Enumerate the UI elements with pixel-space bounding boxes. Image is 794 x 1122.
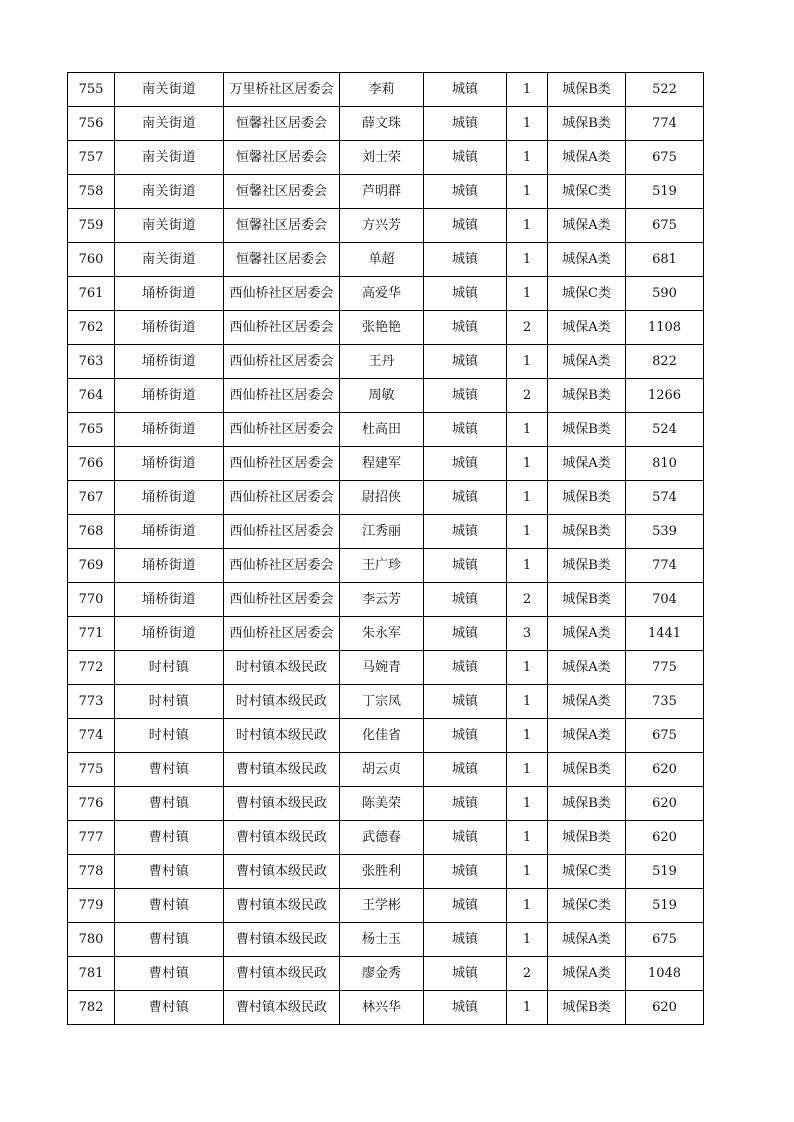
- household-count-cell: 2: [507, 583, 548, 617]
- household-count-cell: 1: [507, 243, 548, 277]
- area-type-cell: 城镇: [424, 107, 507, 141]
- household-count-cell: 1: [507, 821, 548, 855]
- community-cell: 西仙桥社区居委会: [224, 345, 340, 379]
- row-number: 761: [68, 277, 115, 311]
- community-cell: 恒馨社区居委会: [224, 243, 340, 277]
- town-cell: 南关街道: [115, 73, 224, 107]
- table-row: [68, 685, 704, 719]
- area-type-cell: 城镇: [424, 549, 507, 583]
- community-cell: 西仙桥社区居委会: [224, 447, 340, 481]
- household-count-cell: 1: [507, 447, 548, 481]
- community-cell: 时村镇本级民政: [224, 685, 340, 719]
- row-number: 779: [68, 889, 115, 923]
- amount-cell: 519: [626, 855, 704, 889]
- category-cell: 城保C类: [548, 889, 626, 923]
- town-cell: 埇桥街道: [115, 617, 224, 651]
- area-type-cell: 城镇: [424, 73, 507, 107]
- household-count-cell: 1: [507, 141, 548, 175]
- name-cell: 李云芳: [340, 583, 424, 617]
- row-number: 771: [68, 617, 115, 651]
- community-cell: 曹村镇本级民政: [224, 855, 340, 889]
- category-cell: 城保B类: [548, 821, 626, 855]
- community-cell: 曹村镇本级民政: [224, 957, 340, 991]
- amount-cell: 620: [626, 821, 704, 855]
- community-cell: 曹村镇本级民政: [224, 787, 340, 821]
- town-cell: 时村镇: [115, 685, 224, 719]
- amount-cell: 774: [626, 549, 704, 583]
- table-row: [68, 617, 704, 651]
- category-cell: 城保B类: [548, 991, 626, 1025]
- area-type-cell: 城镇: [424, 889, 507, 923]
- area-type-cell: 城镇: [424, 447, 507, 481]
- table-row: [68, 345, 704, 379]
- amount-cell: 620: [626, 991, 704, 1025]
- category-cell: 城保A类: [548, 957, 626, 991]
- town-cell: 曹村镇: [115, 957, 224, 991]
- name-cell: 张胜利: [340, 855, 424, 889]
- name-cell: 芦明群: [340, 175, 424, 209]
- amount-cell: 681: [626, 243, 704, 277]
- amount-cell: 822: [626, 345, 704, 379]
- area-type-cell: 城镇: [424, 175, 507, 209]
- name-cell: 化佳省: [340, 719, 424, 753]
- name-cell: 王学彬: [340, 889, 424, 923]
- area-type-cell: 城镇: [424, 753, 507, 787]
- category-cell: 城保A类: [548, 345, 626, 379]
- household-count-cell: 1: [507, 345, 548, 379]
- town-cell: 时村镇: [115, 651, 224, 685]
- category-cell: 城保C类: [548, 175, 626, 209]
- table-row: [68, 787, 704, 821]
- name-cell: 陈美荣: [340, 787, 424, 821]
- amount-cell: 524: [626, 413, 704, 447]
- community-cell: 西仙桥社区居委会: [224, 413, 340, 447]
- area-type-cell: 城镇: [424, 379, 507, 413]
- area-type-cell: 城镇: [424, 311, 507, 345]
- category-cell: 城保C类: [548, 277, 626, 311]
- name-cell: 廖金秀: [340, 957, 424, 991]
- row-number: 782: [68, 991, 115, 1025]
- row-number: 770: [68, 583, 115, 617]
- community-cell: 曹村镇本级民政: [224, 889, 340, 923]
- town-cell: 埇桥街道: [115, 311, 224, 345]
- category-cell: 城保B类: [548, 549, 626, 583]
- table-row: [68, 175, 704, 209]
- category-cell: 城保A类: [548, 617, 626, 651]
- amount-cell: 1108: [626, 311, 704, 345]
- area-type-cell: 城镇: [424, 209, 507, 243]
- row-number: 764: [68, 379, 115, 413]
- table-row: [68, 957, 704, 991]
- area-type-cell: 城镇: [424, 141, 507, 175]
- household-count-cell: 1: [507, 719, 548, 753]
- household-count-cell: 1: [507, 923, 548, 957]
- town-cell: 曹村镇: [115, 753, 224, 787]
- row-number: 775: [68, 753, 115, 787]
- amount-cell: 775: [626, 651, 704, 685]
- area-type-cell: 城镇: [424, 413, 507, 447]
- table-row: [68, 651, 704, 685]
- row-number: 758: [68, 175, 115, 209]
- town-cell: 埇桥街道: [115, 379, 224, 413]
- amount-cell: 675: [626, 209, 704, 243]
- category-cell: 城保B类: [548, 583, 626, 617]
- name-cell: 胡云贞: [340, 753, 424, 787]
- household-count-cell: 1: [507, 413, 548, 447]
- town-cell: 曹村镇: [115, 889, 224, 923]
- category-cell: 城保A类: [548, 685, 626, 719]
- row-number: 763: [68, 345, 115, 379]
- town-cell: 埇桥街道: [115, 413, 224, 447]
- amount-cell: 620: [626, 787, 704, 821]
- amount-cell: 735: [626, 685, 704, 719]
- area-type-cell: 城镇: [424, 583, 507, 617]
- amount-cell: 519: [626, 175, 704, 209]
- amount-cell: 620: [626, 753, 704, 787]
- household-count-cell: 1: [507, 685, 548, 719]
- table-row: [68, 447, 704, 481]
- community-cell: 西仙桥社区居委会: [224, 277, 340, 311]
- name-cell: 尉招侠: [340, 481, 424, 515]
- table-row: [68, 515, 704, 549]
- table-row: [68, 481, 704, 515]
- household-count-cell: 1: [507, 73, 548, 107]
- table-row: [68, 413, 704, 447]
- data-table: [67, 72, 704, 1025]
- category-cell: 城保A类: [548, 719, 626, 753]
- category-cell: 城保A类: [548, 209, 626, 243]
- community-cell: 西仙桥社区居委会: [224, 481, 340, 515]
- household-count-cell: 1: [507, 889, 548, 923]
- name-cell: 王丹: [340, 345, 424, 379]
- table-row: [68, 107, 704, 141]
- name-cell: 方兴芳: [340, 209, 424, 243]
- table-row: [68, 855, 704, 889]
- row-number: 766: [68, 447, 115, 481]
- category-cell: 城保B类: [548, 481, 626, 515]
- row-number: 765: [68, 413, 115, 447]
- town-cell: 南关街道: [115, 141, 224, 175]
- household-count-cell: 1: [507, 481, 548, 515]
- category-cell: 城保B类: [548, 787, 626, 821]
- category-cell: 城保B类: [548, 515, 626, 549]
- household-count-cell: 3: [507, 617, 548, 651]
- household-count-cell: 1: [507, 175, 548, 209]
- amount-cell: 1048: [626, 957, 704, 991]
- town-cell: 埇桥街道: [115, 515, 224, 549]
- area-type-cell: 城镇: [424, 855, 507, 889]
- row-number: 769: [68, 549, 115, 583]
- table-row: [68, 311, 704, 345]
- town-cell: 南关街道: [115, 243, 224, 277]
- row-number: 755: [68, 73, 115, 107]
- row-number: 757: [68, 141, 115, 175]
- name-cell: 杜高田: [340, 413, 424, 447]
- category-cell: 城保C类: [548, 855, 626, 889]
- community-cell: 恒馨社区居委会: [224, 175, 340, 209]
- row-number: 759: [68, 209, 115, 243]
- amount-cell: 675: [626, 719, 704, 753]
- table-row: [68, 923, 704, 957]
- community-cell: 曹村镇本级民政: [224, 991, 340, 1025]
- table-row: [68, 753, 704, 787]
- table-row: [68, 141, 704, 175]
- town-cell: 埇桥街道: [115, 481, 224, 515]
- name-cell: 丁宗凤: [340, 685, 424, 719]
- town-cell: 曹村镇: [115, 855, 224, 889]
- area-type-cell: 城镇: [424, 685, 507, 719]
- household-count-cell: 1: [507, 991, 548, 1025]
- name-cell: 武德春: [340, 821, 424, 855]
- amount-cell: 519: [626, 889, 704, 923]
- area-type-cell: 城镇: [424, 515, 507, 549]
- town-cell: 埇桥街道: [115, 583, 224, 617]
- name-cell: 刘士荣: [340, 141, 424, 175]
- name-cell: 江秀丽: [340, 515, 424, 549]
- town-cell: 南关街道: [115, 209, 224, 243]
- table-body: [68, 73, 704, 1025]
- area-type-cell: 城镇: [424, 787, 507, 821]
- amount-cell: 704: [626, 583, 704, 617]
- community-cell: 西仙桥社区居委会: [224, 549, 340, 583]
- name-cell: 马婉青: [340, 651, 424, 685]
- row-number: 776: [68, 787, 115, 821]
- amount-cell: 675: [626, 923, 704, 957]
- name-cell: 薛文珠: [340, 107, 424, 141]
- table-row: [68, 243, 704, 277]
- table-row: [68, 549, 704, 583]
- town-cell: 曹村镇: [115, 787, 224, 821]
- row-number: 768: [68, 515, 115, 549]
- household-count-cell: 1: [507, 753, 548, 787]
- row-number: 778: [68, 855, 115, 889]
- household-count-cell: 1: [507, 651, 548, 685]
- household-count-cell: 1: [507, 855, 548, 889]
- household-count-cell: 1: [507, 787, 548, 821]
- area-type-cell: 城镇: [424, 957, 507, 991]
- row-number: 781: [68, 957, 115, 991]
- area-type-cell: 城镇: [424, 345, 507, 379]
- category-cell: 城保B类: [548, 73, 626, 107]
- amount-cell: 810: [626, 447, 704, 481]
- town-cell: 埇桥街道: [115, 447, 224, 481]
- community-cell: 恒馨社区居委会: [224, 107, 340, 141]
- category-cell: 城保B类: [548, 379, 626, 413]
- amount-cell: 539: [626, 515, 704, 549]
- category-cell: 城保A类: [548, 141, 626, 175]
- row-number: 767: [68, 481, 115, 515]
- town-cell: 埇桥街道: [115, 345, 224, 379]
- area-type-cell: 城镇: [424, 617, 507, 651]
- table-row: [68, 719, 704, 753]
- name-cell: 林兴华: [340, 991, 424, 1025]
- community-cell: 西仙桥社区居委会: [224, 311, 340, 345]
- table-row: [68, 991, 704, 1025]
- community-cell: 时村镇本级民政: [224, 719, 340, 753]
- household-count-cell: 1: [507, 107, 548, 141]
- town-cell: 埇桥街道: [115, 277, 224, 311]
- amount-cell: 1441: [626, 617, 704, 651]
- name-cell: 张艳艳: [340, 311, 424, 345]
- household-count-cell: 2: [507, 957, 548, 991]
- row-number: 772: [68, 651, 115, 685]
- area-type-cell: 城镇: [424, 277, 507, 311]
- amount-cell: 590: [626, 277, 704, 311]
- name-cell: 杨士玉: [340, 923, 424, 957]
- household-count-cell: 1: [507, 209, 548, 243]
- community-cell: 西仙桥社区居委会: [224, 379, 340, 413]
- name-cell: 程建军: [340, 447, 424, 481]
- name-cell: 王广珍: [340, 549, 424, 583]
- category-cell: 城保A类: [548, 243, 626, 277]
- community-cell: 西仙桥社区居委会: [224, 583, 340, 617]
- town-cell: 南关街道: [115, 107, 224, 141]
- table-row: [68, 277, 704, 311]
- household-count-cell: 1: [507, 277, 548, 311]
- row-number: 760: [68, 243, 115, 277]
- community-cell: 西仙桥社区居委会: [224, 515, 340, 549]
- town-cell: 时村镇: [115, 719, 224, 753]
- amount-cell: 574: [626, 481, 704, 515]
- category-cell: 城保A类: [548, 311, 626, 345]
- household-count-cell: 2: [507, 379, 548, 413]
- area-type-cell: 城镇: [424, 923, 507, 957]
- amount-cell: 522: [626, 73, 704, 107]
- row-number: 762: [68, 311, 115, 345]
- category-cell: 城保A类: [548, 923, 626, 957]
- community-cell: 曹村镇本级民政: [224, 821, 340, 855]
- table-row: [68, 821, 704, 855]
- amount-cell: 774: [626, 107, 704, 141]
- name-cell: 朱永军: [340, 617, 424, 651]
- name-cell: 周敏: [340, 379, 424, 413]
- table-row: [68, 209, 704, 243]
- community-cell: 恒馨社区居委会: [224, 209, 340, 243]
- name-cell: 单超: [340, 243, 424, 277]
- category-cell: 城保B类: [548, 413, 626, 447]
- amount-cell: 675: [626, 141, 704, 175]
- category-cell: 城保A类: [548, 447, 626, 481]
- area-type-cell: 城镇: [424, 651, 507, 685]
- town-cell: 南关街道: [115, 175, 224, 209]
- row-number: 756: [68, 107, 115, 141]
- town-cell: 曹村镇: [115, 923, 224, 957]
- community-cell: 曹村镇本级民政: [224, 923, 340, 957]
- category-cell: 城保B类: [548, 753, 626, 787]
- name-cell: 李莉: [340, 73, 424, 107]
- amount-cell: 1266: [626, 379, 704, 413]
- row-number: 777: [68, 821, 115, 855]
- name-cell: 高爱华: [340, 277, 424, 311]
- table-row: [68, 583, 704, 617]
- area-type-cell: 城镇: [424, 821, 507, 855]
- community-cell: 恒馨社区居委会: [224, 141, 340, 175]
- category-cell: 城保A类: [548, 651, 626, 685]
- community-cell: 曹村镇本级民政: [224, 753, 340, 787]
- community-cell: 万里桥社区居委会: [224, 73, 340, 107]
- town-cell: 埇桥街道: [115, 549, 224, 583]
- area-type-cell: 城镇: [424, 991, 507, 1025]
- household-count-cell: 2: [507, 311, 548, 345]
- category-cell: 城保B类: [548, 107, 626, 141]
- table-row: [68, 379, 704, 413]
- row-number: 780: [68, 923, 115, 957]
- community-cell: 时村镇本级民政: [224, 651, 340, 685]
- household-count-cell: 1: [507, 515, 548, 549]
- table-row: [68, 889, 704, 923]
- row-number: 773: [68, 685, 115, 719]
- area-type-cell: 城镇: [424, 243, 507, 277]
- area-type-cell: 城镇: [424, 481, 507, 515]
- row-number: 774: [68, 719, 115, 753]
- town-cell: 曹村镇: [115, 991, 224, 1025]
- table-row: [68, 73, 704, 107]
- town-cell: 曹村镇: [115, 821, 224, 855]
- household-count-cell: 1: [507, 549, 548, 583]
- area-type-cell: 城镇: [424, 719, 507, 753]
- community-cell: 西仙桥社区居委会: [224, 617, 340, 651]
